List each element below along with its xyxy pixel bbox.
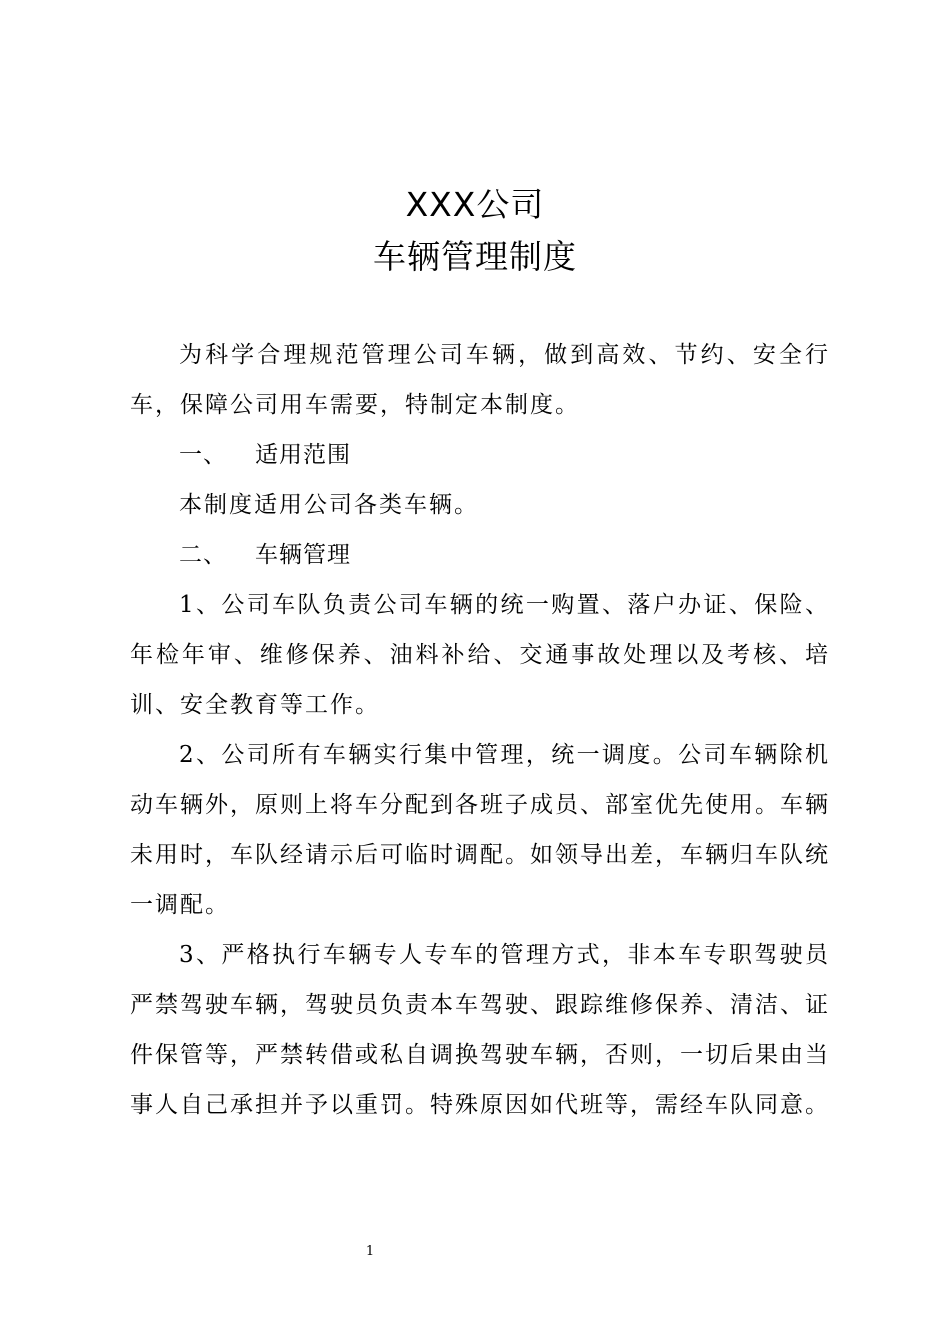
intro-paragraph: 为科学合理规范管理公司车辆，做到高效、节约、安全行车，保障公司用车需要，特制定本制度。 [130,342,830,418]
document-body [130,330,830,1130]
section-2-item-3: 3、严格执行车辆专人专车的管理方式，非本车专职驾驶员严禁驾驶车辆，驾驶员负责本车驾驶、跟踪维修保养、清洁、证件保管等，严禁转借或私自调换驾驶车辆，否则，一切后果由当事人自己承担并予以重罚。特殊原因如代班等，需经车队同意。 [130,942,830,1118]
section-title: 适用范围 [255,442,351,468]
section-number: 二、 [179,542,227,568]
section-number: 一、 [179,442,227,468]
document-title: 车辆管理制度 [373,237,577,276]
page-number: 1 [365,1244,375,1259]
section-heading-1 [130,430,830,480]
section-2-item-1: 1、公司车队负责公司车辆的统一购置、落户办证、保险、年检年审、维修保养、油料补给、交通事故处理以及考核、培训、安全教育等工作。 [130,592,830,718]
section-heading-2 [130,530,830,580]
section-title: 车辆管理 [255,542,351,568]
section-2-item-2: 2、公司所有车辆实行集中管理，统一调度。公司车辆除机动车辆外，原则上将车分配到各班子成员、部室优先使用。车辆未用时，车队经请示后可临时调配。如领导出差，车辆归车队统一调配。 [130,742,830,918]
company-title: XXX公司 [405,185,545,224]
section-1-paragraph: 本制度适用公司各类车辆。 [179,492,479,518]
